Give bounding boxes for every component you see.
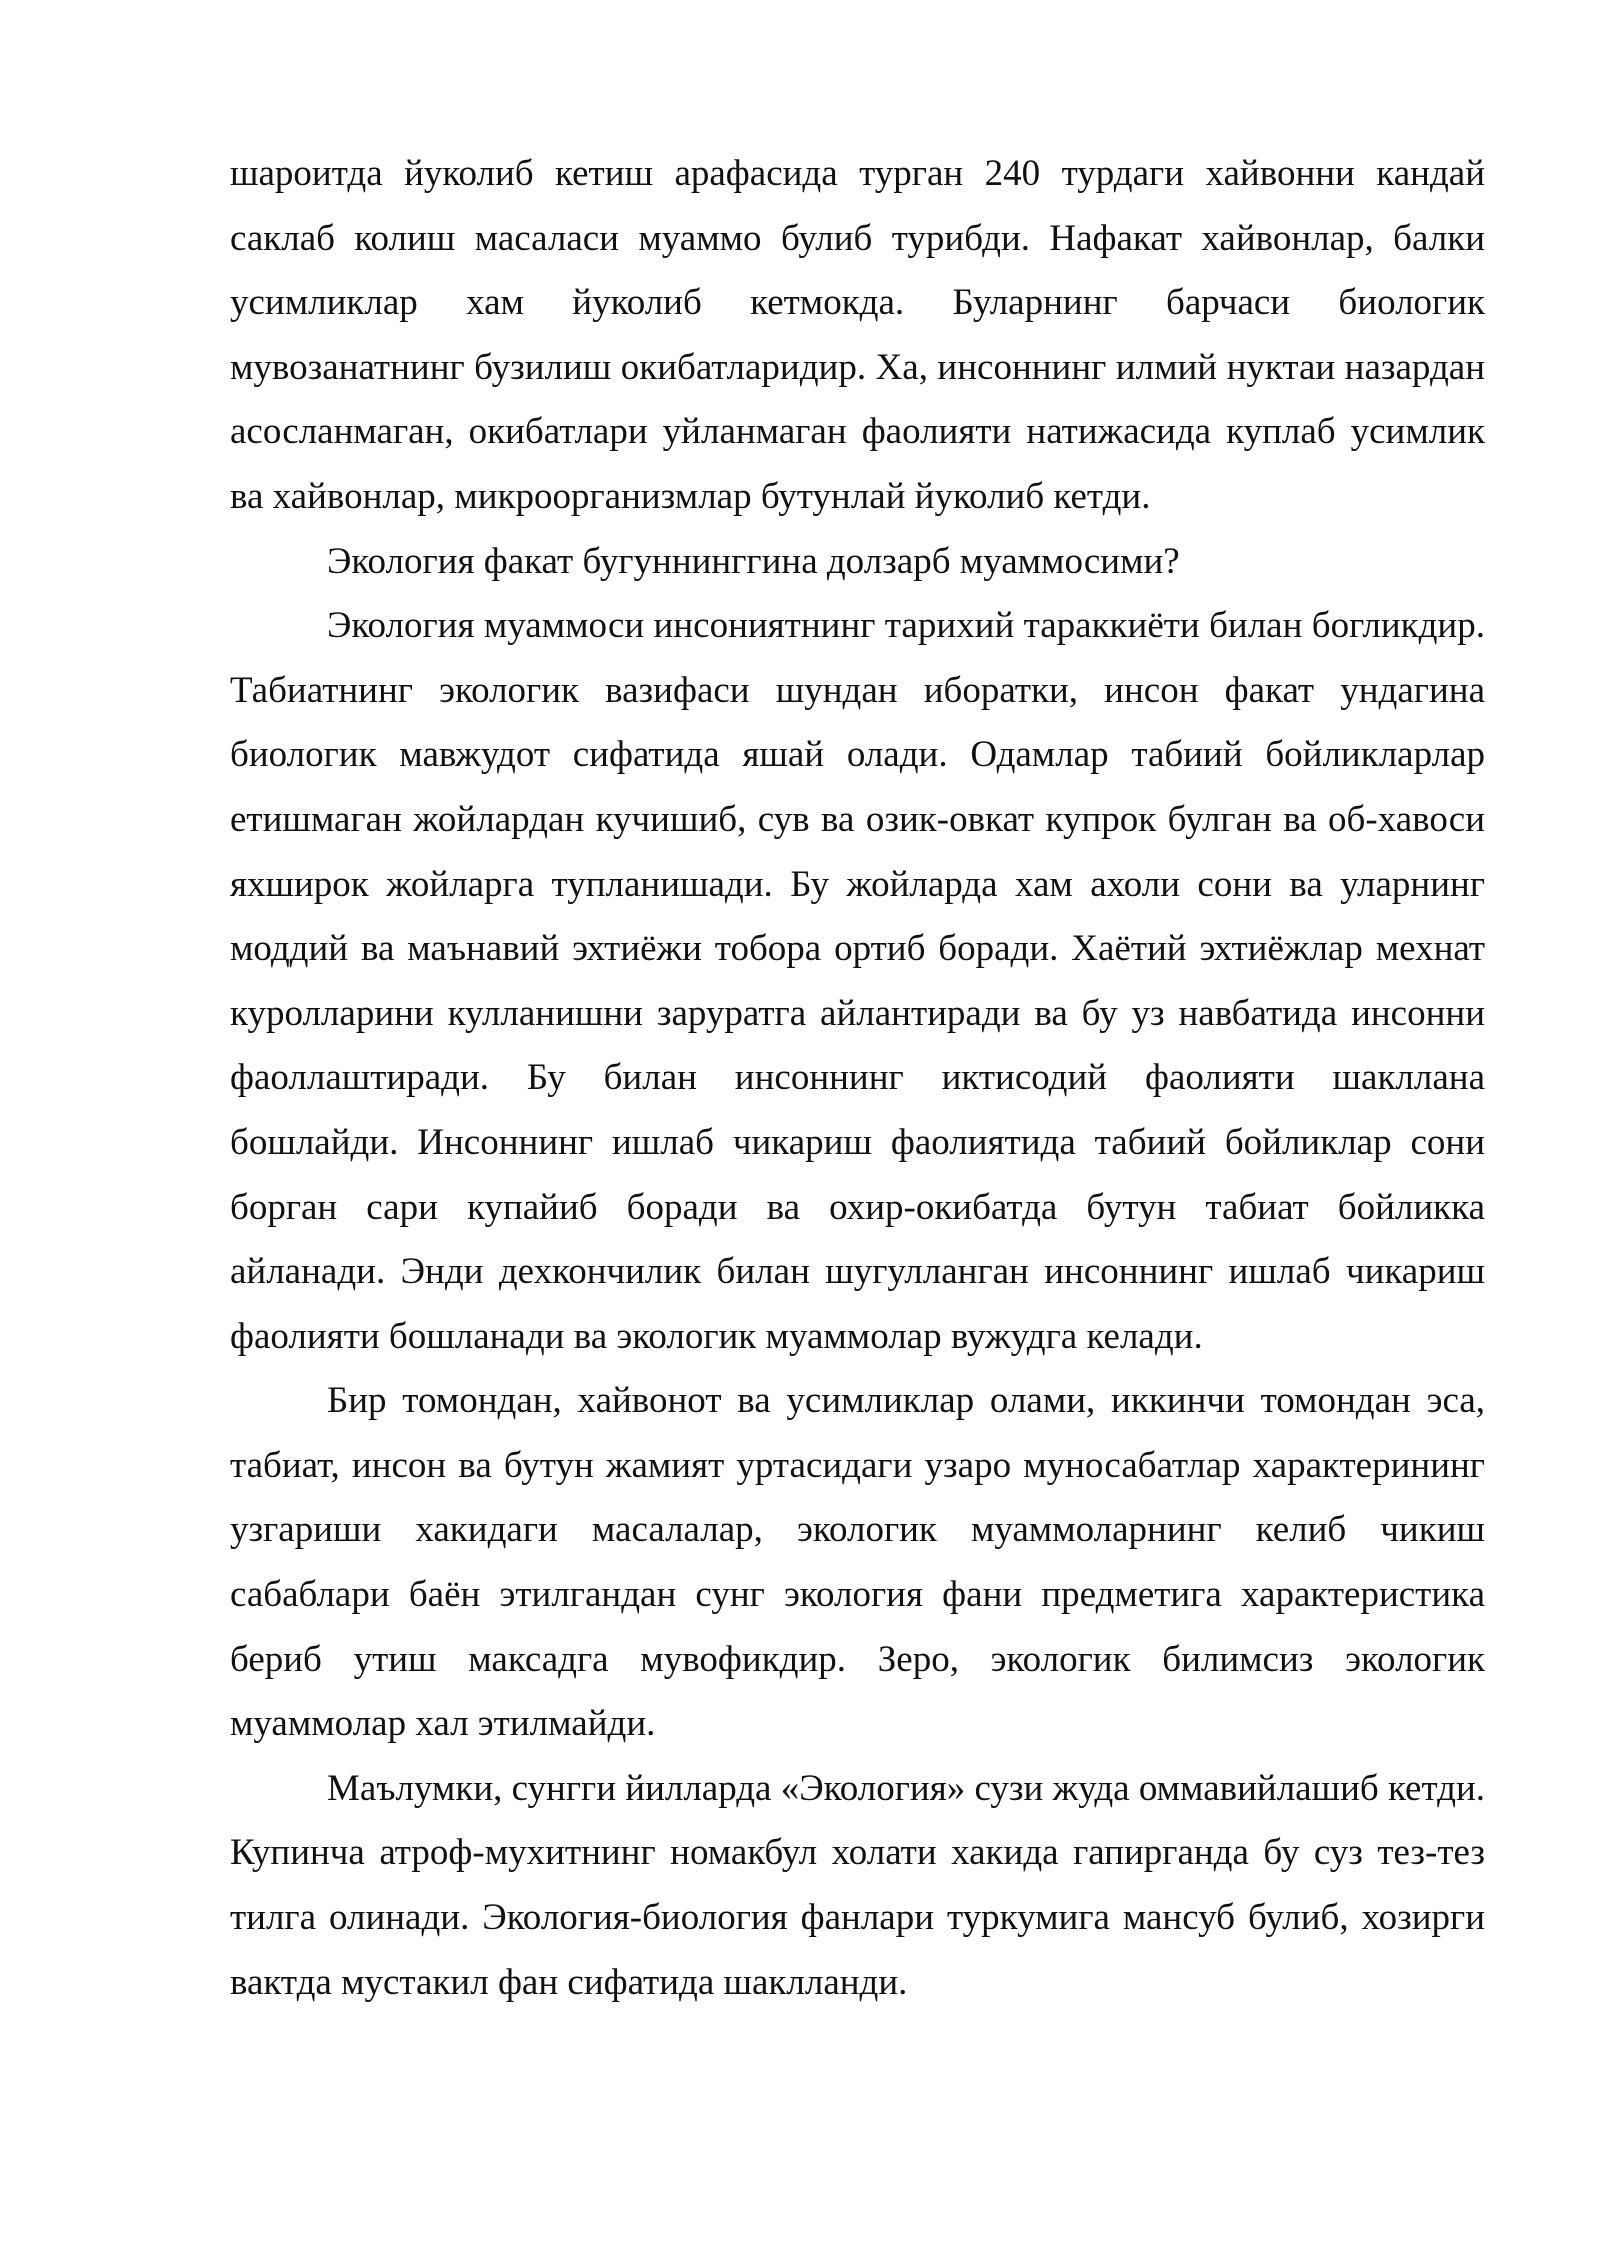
paragraph-ecology-term: Маълумки, сунгги йилларда «Экология» сузи жуда оммавийлашиб кетди. Купинча атроф-мухитнинг номакбул холати хакида гапирганда бу суз тез-тез тилга олинади. Экология-биология фанлари туркумига мансуб булиб, хозирги вактда мустакил фан сифатида шаклланди. — [230, 1767, 1485, 2003]
document-page — [230, 142, 1485, 2015]
paragraph-continuation: шароитда йуколиб кетиш арафасида турган 240 турдаги хайвонни кандай саклаб колиш масаласи муаммо булиб турибди. Нафакат хайвонлар, балки усимликлар хам йуколиб кетмокда. Буларнинг барчаси биологик мувозанатнинг бузилиш окибатларидир. Ха, инсоннинг илмий нуктаи назардан асосланмаган, окибатлари уйланмаган фаолияти натижасида куплаб усимлик ва хайвонлар, микроорганизмлар бутунлай йуколиб кетди. — [230, 153, 1485, 517]
paragraph-question: Экология факат бугуннинггина долзарб муаммосими? — [327, 540, 1180, 582]
paragraph-ecology-history: Экология муаммоси инсониятнинг тарихий тараккиёти билан богликдир. Табиатнинг экологик вазифаси шундан иборатки, инсон факат ундагина биологик мавжудот сифатида яшай олади. Одамлар табиий бойликларлар етишмаган жойлардан кучишиб, сув ва озик-овкат купрок булган ва об-хавоси яхширок жойларга тупланишади. Бу жойларда хам ахоли сони ва уларнинг моддий ва маънавий эхтиёжи тобора ортиб боради. Хаётий эхтиёжлар мехнат куролларини кулланишни заруратга айлантиради ва бу уз навбатида инсонни фаоллаштиради. Бу билан инсоннинг иктисодий фаолияти шакллана бошлайди. Инсоннинг ишлаб чикариш фаолиятида табиий бойликлар сони борган сари купайиб боради ва охир-окибатда бутун табиат бойликка айланади. Энди дехкончилик билан шугулланган инсоннинг ишлаб чикариш фаолияти бошланади ва экологик муаммолар вужудга келади. — [230, 605, 1485, 1357]
paragraph-ecology-subject: Бир томондан, хайвонот ва усимликлар олами, иккинчи томондан эса, табиат, инсон ва бутун жамият уртасидаги узаро муносабатлар характерининг узгариши хакидаги масалалар, экологик муаммоларнинг келиб чикиш сабаблари баён этилгандан сунг экология фани предметига характеристика бериб утиш максадга мувофикдир. Зеро, экологик билимсиз экологик муаммолар хал этилмайди. — [230, 1380, 1485, 1745]
